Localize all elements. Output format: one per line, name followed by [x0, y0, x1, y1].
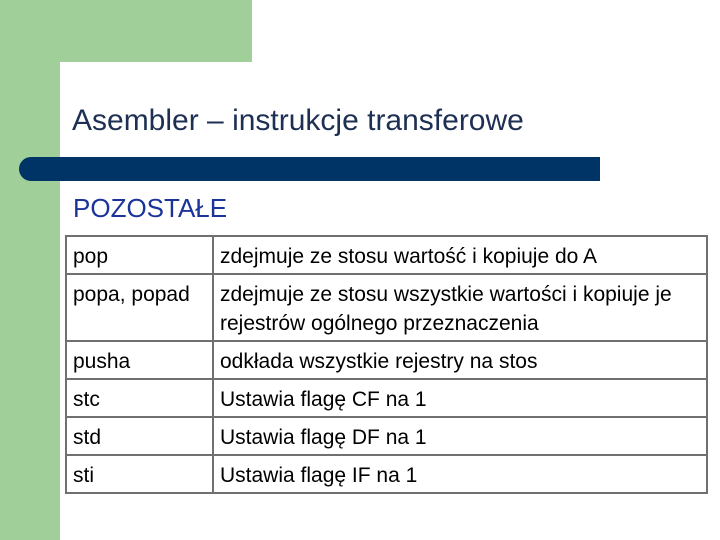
table-row [66, 274, 707, 341]
table-row [66, 455, 707, 493]
table-row [66, 379, 707, 417]
instructions-table [65, 235, 708, 494]
instruction-cell: popa, popad [66, 274, 213, 341]
table-row [66, 417, 707, 455]
description-cell: odkłada wszystkie rejestry na stos [213, 341, 707, 379]
description-cell: Ustawia flagę CF na 1 [213, 379, 707, 417]
instruction-cell: pusha [66, 341, 213, 379]
table-row [66, 341, 707, 379]
instruction-cell: pop [66, 236, 213, 274]
instruction-cell: std [66, 417, 213, 455]
table-row [66, 236, 707, 274]
decorative-rounded-corner [60, 62, 100, 102]
section-heading: POZOSTAŁE [73, 193, 228, 223]
instruction-cell: stc [66, 379, 213, 417]
description-cell: Ustawia flagę DF na 1 [213, 417, 707, 455]
description-cell: zdejmuje ze stosu wartość i kopiuje do A [213, 236, 707, 274]
slide-title: Asembler – instrukcje transferowe [72, 104, 524, 137]
decorative-green-bar [0, 0, 60, 540]
title-underline-bar [19, 157, 600, 181]
description-cell: zdejmuje ze stosu wszystkie wartości i kopiuje je rejestrów ogólnego przeznaczenia [213, 274, 707, 341]
description-cell: Ustawia flagę IF na 1 [213, 455, 707, 493]
decorative-green-corner [60, 0, 252, 62]
instruction-cell: sti [66, 455, 213, 493]
